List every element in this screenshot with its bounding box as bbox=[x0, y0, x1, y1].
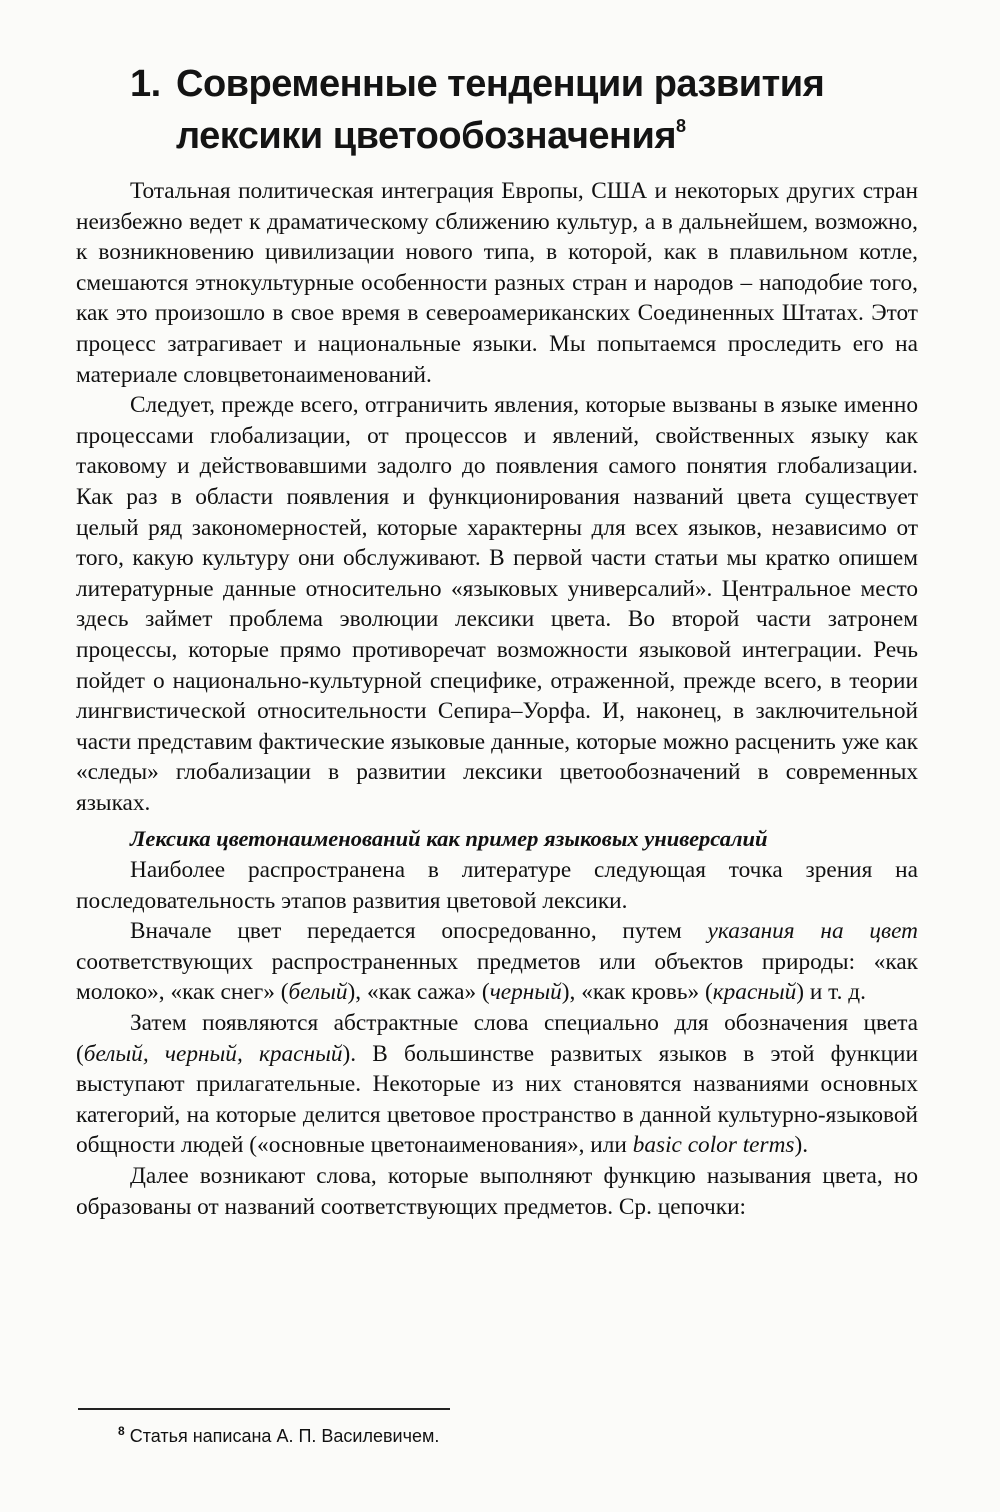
chapter-number: 1. bbox=[130, 63, 161, 105]
chapter-title-line-2: лексики цветообозначения bbox=[176, 115, 676, 157]
paragraph-4-text-3: ), «как сажа» ( bbox=[347, 979, 490, 1006]
paragraph-intro-2: Следует, прежде всего, отграничить явления, которые вызваны в языке именно процессами глобализации, от процессов и явлений, свойственных языку как таковому и действовавшими задолго до появления самого понятия глобализации. Как раз в области появления и функционирования названий цвета существует целый ряд закономерностей, которые характерны для всех языков, независимо от того, какую культуру они обслуживают. В первой части статьи мы кратко опишем литературные данные относительно «языковых универсалий». Центральное место здесь займет проблема эволюции лексики цвета. Во второй части затронем процессы, которые прямо противоречат возможности языковой интеграции. Речь пойдет о национально-культурной специфике, отраженной, прежде всего, в теории лингвистической относительности Сепира–Уорфа. И, наконец, в заключительной части представим фактические языковые данные, которые можно расценить уже как «следы» глобализации в развитии лексики цветообозначений в современных языках. bbox=[76, 392, 918, 816]
chapter-footnote-ref: 8 bbox=[676, 116, 686, 136]
paragraph-5-text-2: ). В большинстве развитых языков в этой функции выступают прилагательные. Некоторые из них становятся названиями основных категорий, на которые делится цветовое пространство в данной культурно-языковой общности людей («основные цветонаименования», или bbox=[76, 1040, 918, 1159]
footnote-mark: 8 bbox=[118, 1424, 125, 1438]
body-text bbox=[76, 176, 918, 1222]
paragraph-5-italic-2: basic color terms bbox=[632, 1132, 795, 1159]
chapter-title bbox=[130, 58, 930, 162]
paragraph-4-italic-3: черный bbox=[489, 979, 562, 1006]
paragraph-intro-1: Тотальная политическая интеграция Европы, США и некоторых других стран неизбежно ведет к драматическому сближению культур, а в дальнейшем, возможно, к возникновению цивилизации нового типа, в которой, как в плавильном котле, смешаются этнокультурные особенности разных стран и народов – наподобие того, как это произошло в свое время в североамериканских Соединенных Штатах. Этот процесс затрагивает и национальные языки. Мы попытаемся проследить его на материале словцветонаименований. bbox=[76, 178, 918, 388]
paragraph-4 bbox=[76, 916, 918, 1008]
paragraph-4-italic-4: красный bbox=[712, 979, 797, 1006]
paragraph-4-text-2: соответствующих распространенных предметов или объектов природы: «как молоко», «как снег» ( bbox=[76, 948, 918, 1006]
chapter-title-line-1: Современные тенденции развития bbox=[176, 63, 825, 105]
section-heading: Лексика цветонаименований как пример языковых универсалий bbox=[130, 826, 768, 852]
paragraph-4-text-1: Вначале цвет передается опосредованно, путем bbox=[130, 918, 708, 945]
paragraph-5-text-1: Затем появляются абстрактные слова специально для обозначения цвета ( bbox=[76, 1010, 918, 1067]
paragraph-6: Далее возникают слова, которые выполняют функцию называния цвета, но образованы от названий соответствующих предметов. Ср. цепочки: bbox=[76, 1163, 918, 1220]
footnote-text: Статья написана А. П. Василевичем. bbox=[129, 1426, 440, 1446]
chapter-title-line-2-wrap bbox=[130, 110, 930, 162]
paragraph-3: Наиболее распространена в литературе следующая точка зрения на последовательность этапов развития цветовой лексики. bbox=[76, 857, 918, 914]
footnote-divider bbox=[78, 1408, 450, 1410]
footnote bbox=[118, 1424, 718, 1448]
paragraph-4-italic-1: указания на цвет bbox=[707, 918, 918, 945]
paragraph-4-text-4: ), «как кровь» ( bbox=[561, 979, 713, 1006]
paragraph-5-text-3: ). bbox=[794, 1132, 809, 1159]
paragraph-5-italic-1: белый, черный, красный bbox=[83, 1040, 343, 1067]
paragraph-5 bbox=[76, 1008, 918, 1161]
paragraph-4-text-5: ) и т. д. bbox=[796, 979, 866, 1006]
paragraph-4-italic-2: белый bbox=[288, 979, 348, 1006]
